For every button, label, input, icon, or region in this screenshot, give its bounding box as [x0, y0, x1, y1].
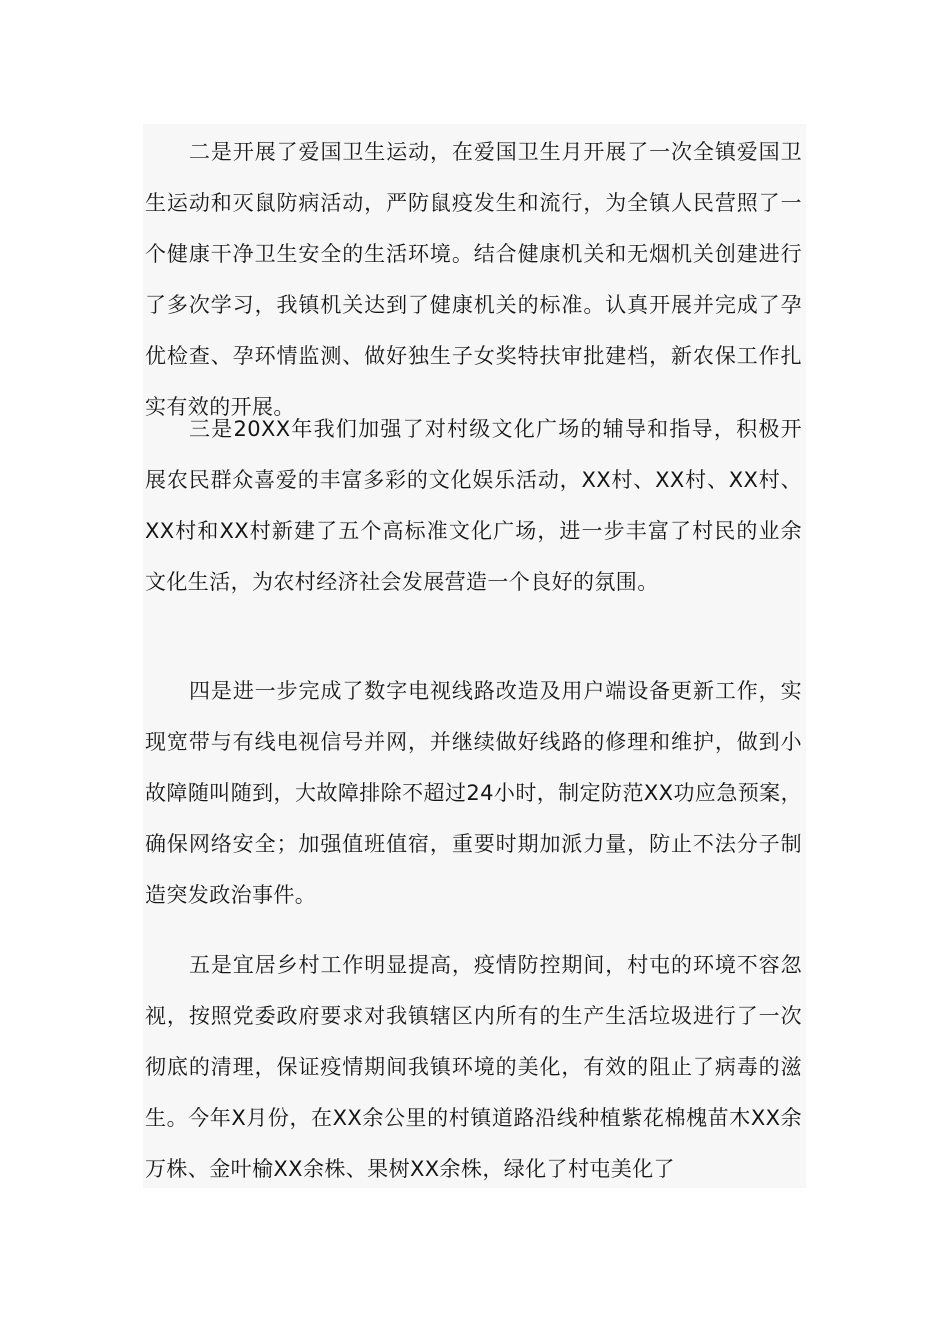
paragraph-digital-tv: 四是进一步完成了数字电视线路改造及用户端设备更新工作，实现宽带与有线电视信号并网，并继续做好线路的修理和维护，做到小故障随叫随到，大故障排除不超过24小时，制定防范XX功应急预案，确保网络安全；加强值班值宿，重要时期加派力量，防止不法分子制造突发政治事件。 [145, 679, 802, 907]
document-page [143, 124, 806, 1188]
paragraph-livable-village: 五是宜居乡村工作明显提高，疫情防控期间，村屯的环境不容忽视，按照党委政府要求对我镇辖区内所有的生产生活垃圾进行了一次彻底的清理，保证疫情期间我镇环境的美化，有效的阻止了病毒的滋生。今年X月份，在XX余公里的村镇道路沿线种植紫花棉槐苗木XX余万株、金叶榆XX余株、果树XX余株，绿化了村屯美化了 [145, 953, 802, 1181]
paragraph-sanitation: 二是开展了爱国卫生运动，在爱国卫生月开展了一次全镇爱国卫生运动和灭鼠防病活动，严防鼠疫发生和流行，为全镇人民营照了一个健康干净卫生安全的生活环境。结合健康机关和无烟机关创建进行了多次学习，我镇机关达到了健康机关的标准。认真开展并完成了孕优检查、孕环情监测、做好独生子女奖特扶审批建档，新农保工作扎实有效的开展。 [145, 140, 802, 419]
paragraph-culture-plaza: 三是20XX年我们加强了对村级文化广场的辅导和指导，积极开展农民群众喜爱的丰富多彩的文化娱乐活动，XX村、XX村、XX村、XX村和XX村新建了五个高标准文化广场，进一步丰富了村民的业余文化生活，为农村经济社会发展营造一个良好的氛围。 [145, 417, 802, 594]
